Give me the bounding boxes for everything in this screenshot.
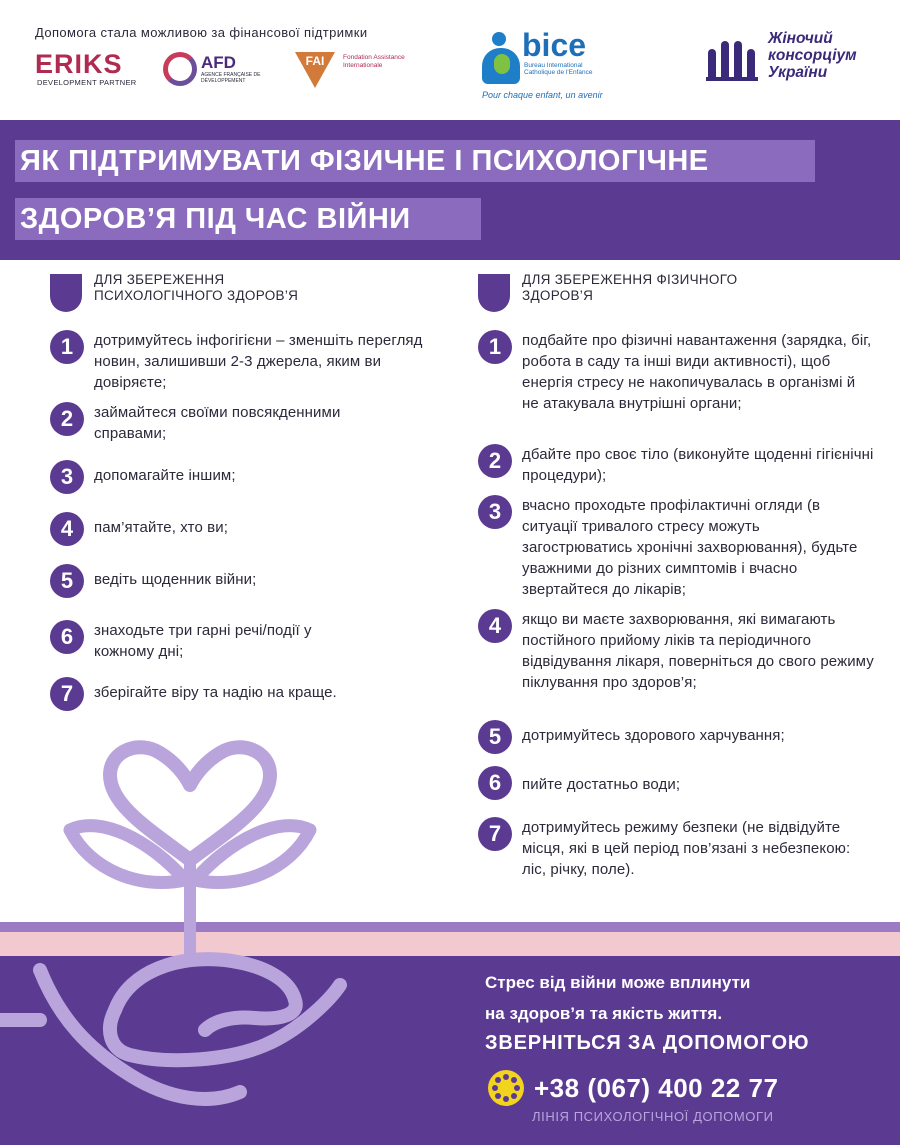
afd-logo-sub: AGENCE FRANÇAISE DE DÉVELOPPEMENT — [201, 72, 261, 84]
phys-item-text: якщо ви маєте захворювання, які вимагають постійного прийому ліків та періодичного відвідування лікаря, поверніться до свого режиму піклування про здоров’я; — [522, 611, 874, 691]
phys-section-header — [478, 272, 782, 312]
phys-item-7 — [478, 817, 878, 880]
phys-item-text: подбайте про фізичні навантаження (зарядка, біг, робота в саду та інші види активності), щоб енергія стресу не накопичувалась в організмі й не атакувала внутрішні органи; — [522, 332, 872, 412]
number-badge: 2 — [478, 444, 512, 478]
number-badge: 4 — [478, 609, 512, 643]
psych-item-3 — [50, 460, 450, 494]
psych-item-2 — [50, 402, 450, 444]
number-badge: 5 — [478, 720, 512, 754]
heart-flower-illustration — [0, 720, 470, 1145]
page-title-line2: ЗДОРОВ’Я ПІД ЧАС ВІЙНИ — [15, 198, 481, 240]
phys-item-text: дбайте про своє тіло (виконуйте щоденні гігієнічні процедури); — [522, 446, 874, 484]
psych-item-6 — [50, 620, 450, 662]
number-badge: 6 — [478, 766, 512, 800]
phone-row[interactable] — [488, 1070, 778, 1106]
bice-logo-sub: Bureau International Catholique de l'Enfance — [524, 62, 593, 76]
footer-line2: на здоров’я та якість життя. — [485, 1004, 723, 1023]
shield-icon — [478, 274, 510, 312]
number-badge: 7 — [50, 677, 84, 711]
phys-item-1 — [478, 330, 878, 414]
number-badge: 1 — [50, 330, 84, 364]
hotline-label: ЛІНІЯ ПСИХОЛОГІЧНОЇ ДОПОМОГИ — [532, 1109, 774, 1124]
womens-consortium-mark-icon — [706, 31, 762, 81]
afd-logo-name: AFD — [201, 53, 236, 72]
phone-icon — [488, 1070, 524, 1106]
footer-cta: ЗВЕРНІТЬСЯ ЗА ДОПОМОГОЮ — [485, 1032, 810, 1054]
support-text: Допомога стала можливою за фінансової підтримки — [35, 25, 368, 40]
footer-line1: Стрес від війни може вплинути — [485, 973, 751, 992]
bice-logo-name: bice — [522, 27, 587, 63]
bice-figure-icon — [482, 32, 522, 88]
shield-icon — [50, 274, 82, 312]
phys-item-text: вчасно проходьте профілактичні огляди (в ситуації тривалого стресу можуть загострюватись хронічні захворювання), будьте уважними до різних симптомів і вчасно звертайтеся до лікарів; — [522, 497, 858, 598]
phys-item-text: пийте достатньо води; — [522, 776, 681, 793]
header — [0, 0, 900, 118]
psych-item-text: пам’ятайте, хто ви; — [94, 519, 228, 536]
number-badge: 6 — [50, 620, 84, 654]
psych-item-7 — [50, 677, 450, 711]
psych-item-5 — [50, 564, 450, 598]
psych-section-title: ДЛЯ ЗБЕРЕЖЕННЯ ПСИХОЛОГІЧНОГО ЗДОРОВ’Я — [94, 272, 299, 303]
psych-item-text: ведіть щоденник війни; — [94, 571, 257, 588]
phys-item-3 — [478, 495, 878, 600]
phys-item-text: дотримуйтесь здорового харчування; — [522, 727, 785, 744]
page-title-line1: ЯК ПІДТРИМУВАТИ ФІЗИЧНЕ І ПСИХОЛОГІЧНЕ — [15, 140, 815, 182]
afd-logo — [163, 52, 261, 86]
number-badge: 3 — [478, 495, 512, 529]
phys-item-5 — [478, 720, 878, 754]
leaf-right-icon — [195, 826, 310, 883]
bice-logo — [482, 28, 612, 100]
number-badge: 7 — [478, 817, 512, 851]
wcu-line3: України — [768, 64, 828, 81]
psych-item-text: дотримуйтесь інфогігієни – зменшіть перегляд новин, залишивши 2-3 джерела, яким ви довіряєте; — [94, 332, 423, 391]
hotline-phone-number[interactable]: +38 (067) 400 22 77 — [534, 1072, 779, 1103]
phys-item-text: дотримуйтесь режиму безпеки (не відвідуйте місця, які в цей період пов’язані з небезпекою: ліс, річку, поле). — [522, 819, 851, 878]
phys-item-2 — [478, 444, 878, 486]
leaf-left-icon — [70, 826, 185, 883]
psych-item-1 — [50, 330, 450, 393]
fai-logo-name: FAI — [305, 54, 325, 68]
psych-item-4 — [50, 512, 450, 546]
eriks-logo-name: ERIKS — [35, 49, 123, 79]
afd-ring-icon — [163, 52, 197, 86]
psych-item-text: допомагайте іншим; — [94, 467, 236, 484]
number-badge: 1 — [478, 330, 512, 364]
womens-consortium-logo — [706, 30, 857, 81]
psych-item-text: зберігайте віру та надію на краще. — [94, 684, 337, 701]
number-badge: 4 — [50, 512, 84, 546]
number-badge: 2 — [50, 402, 84, 436]
phys-item-4 — [478, 609, 878, 693]
fai-logo-sub: Fondation Assistance Internationale — [343, 54, 405, 69]
phys-item-6 — [478, 766, 878, 800]
eriks-logo — [35, 50, 136, 87]
psych-item-text: знаходьте три гарні речі/події у кожному дні; — [94, 622, 312, 660]
wcu-line2: консорціум — [768, 47, 857, 64]
psych-section-header — [50, 272, 354, 312]
psych-item-text: займайтеся своїми повсякденними справами; — [94, 404, 341, 442]
wcu-line1: Жіночий — [768, 30, 833, 47]
eriks-logo-sub: DEVELOPMENT PARTNER — [37, 78, 137, 87]
bice-logo-tagline: Pour chaque enfant, un avenir — [482, 90, 603, 100]
phys-section-title: ДЛЯ ЗБЕРЕЖЕННЯ ФІЗИЧНОГО ЗДОРОВ’Я — [522, 272, 738, 303]
hand-illustration — [0, 959, 340, 1099]
number-badge: 5 — [50, 564, 84, 598]
number-badge: 3 — [50, 460, 84, 494]
